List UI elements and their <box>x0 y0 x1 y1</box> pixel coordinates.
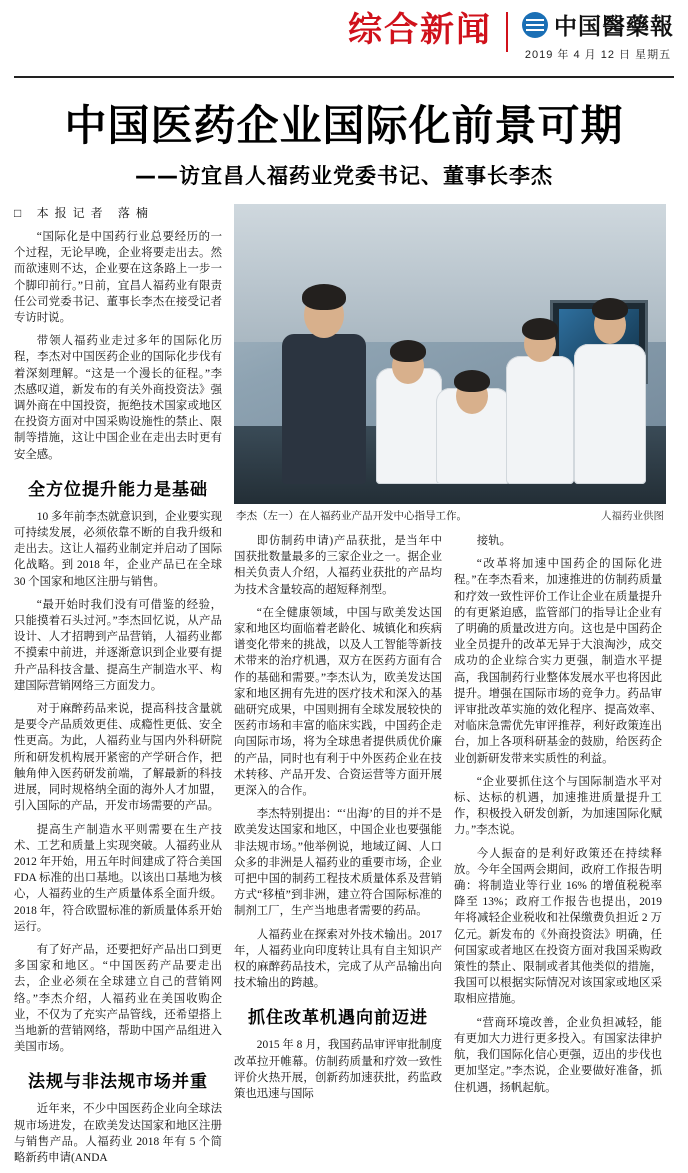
paragraph: 有了好产品，还要把好产品出口到更多国家和地区。“中国医药产品要走出去，企业必须在全球建立自己的营销网络。”李杰介绍，人福药业在美国收购企业，不仅为了充实产品管线，还希望搭上当地新的营销网络，帮助中国产品组进入美国市场。 <box>14 943 222 1054</box>
section-heading: 全方位提升能力是基础 <box>28 479 208 500</box>
paragraph: “改革将加速中国药企的国际化进程。”在李杰看来，加速推进的仿制药质量和疗效一致性评价工作让企业在质量提升的有更紧迫感，监管部门的指导让企业有了明确的质量改进方向。这也是中国药企业全员提升的改革无异于大浪淘沙，成交成功的企业综合实力更强，制造水平提高，我国制药行业整体发展水平也将因此提升。增强在国际市场的竞争力。药品审评审批改革实施的效化程序、提高效率、对临床急需优先审评推荐，利好政策连出台，加上各项科研基金的鼓励，给医药企业创新研发带来实质性的利益。 <box>454 558 662 765</box>
column-right <box>454 533 662 1109</box>
brand <box>522 8 674 41</box>
paragraph: “企业要抓住这个与国际制造水平对标、达标的机遇，加速推进质量提升工作，积极投入研发创新，为加速国际化赋力。”李杰说。 <box>454 775 662 837</box>
byline: □ 本报记者 落楠 <box>14 206 154 220</box>
lower-columns <box>234 533 666 1109</box>
paragraph: 10 多年前李杰就意识到，企业要实现可持续发展，必须依靠不断的自我升级和走出去。这让人福药业制定并启动了国际化战略。到 2018 年，企业产品已在全球 30 个国家和地区注册与销售。 <box>14 510 222 588</box>
wave-circle-icon <box>522 12 548 38</box>
issue-date: 2019 年 4 月 12 日 星期五 <box>524 49 672 61</box>
photo-credit: 人福药业供图 <box>601 510 664 522</box>
column-middle <box>234 533 442 1109</box>
section-title: 综合新闻 <box>348 10 492 50</box>
brand-block <box>508 8 674 62</box>
article-photo <box>234 204 666 504</box>
article-photo-block <box>234 204 666 529</box>
photo-person <box>570 284 650 484</box>
masthead <box>14 0 674 74</box>
paragraph: 接轨。 <box>476 535 511 547</box>
page-title: 中国医药企业国际化前景可期 <box>64 101 624 150</box>
paragraph: 提高生产制造水平则需要在生产技术、工艺和质量上实现突破。人福药业从 2012 年开始，用五年时间建成了符合美国 FDA 标准的出口基地。以该出口基地为核心，人福药业的生产质量体系全面升级。2018 年，符合欧盟标准的新质量体系开始运行。 <box>14 823 222 933</box>
photo-person <box>276 274 372 484</box>
paragraph: 对于麻醉药品来说，提高科技含量就是要令产品质效更佳、成瘾性更低、安全性更高。为此，人福药业与国内外科研院所和研发机构展开紧密的产学研合作，把触角伸入医药研发前端，了解最新的科技进展，同时规格纳全面的海外人才加盟，引入国际的产品，开发市场需要的产品。 <box>14 703 222 813</box>
article-body <box>14 204 674 1173</box>
paragraph: “在全健康领域，中国与欧美发达国家和地区均面临着老龄化、城镇化和疾病谱变化带来的挑战，以及人工智能等新技术带来的治疗机遇，双方在医药方面有合作的基础和需要。”李杰认为，欧美发达国家和地区拥有先进的医疗技术和深入的基础研究成果，中国则拥有全球发展较快的医药市场和丰富的临床实践，中国药企走向国际市场，将为全球患者提供质优价廉的产品，同时也有利于中外医药企业在技术转移、产品开发、合资运营等方面开展更深入的合作。 <box>234 606 442 798</box>
masthead-rule <box>14 76 674 78</box>
paragraph: 李杰特别提出：“‘出海’的目的并不是欧美发达国家和地区，中国企业也要强能非法规市场。”他举例说，地域辽阔、人口众多的非洲是人福药业的重要市场，企业可把中国的制药工程技术质量体系及营销方式“移植”到非洲，建立符合国际标准的制剂工厂，生产当地患者需要的药品。 <box>234 808 442 918</box>
paragraph: 带领人福药业走过多年的国际化历程，李杰对中国医药企业的国际化步伐有着深刻理解。“这是一个漫长的征程。”李杰感叹道，新发布的有关外商投资法》强调外商在中国投资，扼绝技术国家或地区在投资方面对中国采购设施性的禁止、限制等措施，这让中国企业在走出去时更有安全感。 <box>14 335 222 461</box>
paragraph: “最开始时我们没有可借鉴的经验，只能摸着石头过河。”李杰回忆说，从产品设计、人才招聘到产品营销，人福药业都不摸索中前进，并逐渐意识到企业要有提升产品科技含量、提高生产制造水平、构建国际营销网络三方面发力。 <box>14 598 222 692</box>
paragraph: “营商环境改善，企业负担减轻，能有更加大力进行更多投入。有国家法律护航，我们国际化信心更强，迈出的步伐也更加坚定。”李杰说，企业要做好准备，抓住机遇，扬帆起航。 <box>454 1016 662 1094</box>
column-left <box>14 204 222 1173</box>
paragraph: 2015 年 8 月，我国药品审评审批制度改革拉开帷幕。仿制药质量和疗效一致性评价火热开展，创新药加速获批，药监政策也迅速与国际 <box>234 1039 442 1101</box>
section-heading: 法规与非法规市场并重 <box>28 1072 208 1093</box>
photo-caption: 李杰（左一）在人福药业产品开发中心指导工作。 <box>236 510 467 522</box>
paragraph: 今人振奋的是利好政策还在持续释放。今年全国两会期间，政府工作报告明确：将制造业等行业 16% 的增值税税率降至 13%；政府工作报告也提出，2019 年将减轻企业税收和社保缴费负担近 2 万亿元。新发布的《外商投资法》明确，任何国家或者地区在投资方面对我国采购政策性的禁止、限制或者其他类似的措施，我国可以根据实际情况对该国家或地区采取相应措施。 <box>454 847 662 1006</box>
column-right-area <box>234 204 666 1173</box>
photo-people <box>234 254 666 484</box>
paragraph: 即仿制药申请)产品获批，是当年中国获批数量最多的三家企业之一。据企业相关负责人介绍，人福药业获批的产品均为技术含量较高的超短释剂型。 <box>234 535 442 596</box>
brand-name: 中国醫藥報 <box>554 14 674 40</box>
paragraph: 人福药业在探索对外技术输出。2017 年，人福药业向印度转让具有自主知识产权的麻醉药品技术，完成了从产品输出向技术输出的跨越。 <box>234 928 442 990</box>
photo-person <box>502 298 578 484</box>
page-subtitle: ——访宜昌人福药业党委书记、董事长李杰 <box>135 164 553 188</box>
photo-caption-row <box>234 504 666 529</box>
paragraph: 近年来，不少中国医药企业向全球法规市场进发，在欧美发达国家和地区注册与销售产品。人福药业 2018 年有 5 个简略新药申请(ANDA <box>14 1103 222 1164</box>
paragraph: “国际化是中国药行业总要经历的一个过程，无论早晚，企业将要走出去。然而欲速则不达，企业要在这条路上一步一个脚印前行。”日前，宜昌人福药业有限责任公司党委书记、董事长李杰在接受记者专访时说。 <box>14 231 222 325</box>
section-heading: 抓住改革机遇向前迈进 <box>248 1008 428 1029</box>
